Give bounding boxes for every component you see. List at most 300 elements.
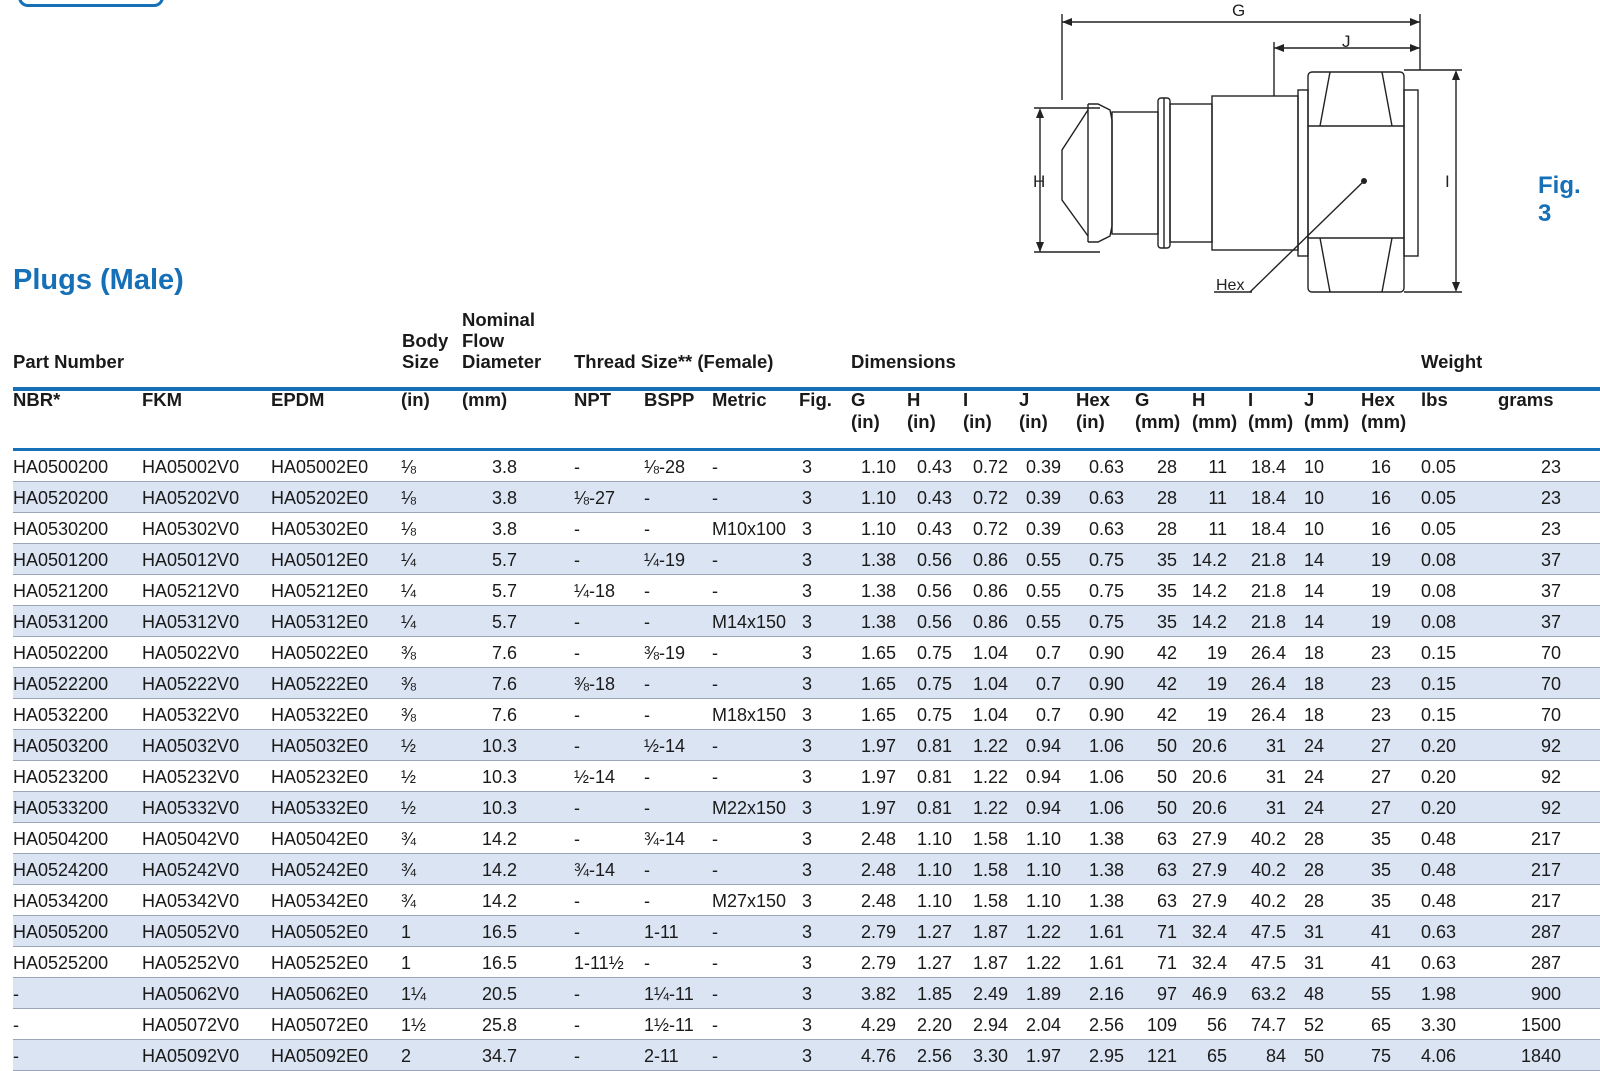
cell-flow: 3.8 (491, 457, 517, 477)
cell-fig: 3 (801, 953, 812, 973)
cell-metric: - (712, 767, 718, 787)
cell-npt: ⅛-27 (574, 488, 616, 508)
cell-i-mm: 74.7 (1250, 1015, 1286, 1035)
cell-metric: M22x150 (712, 798, 787, 818)
cell-grams: 217 (1530, 891, 1561, 911)
header-dimensions: Dimensions (851, 351, 956, 372)
cell-h-mm: 20.6 (1192, 736, 1228, 756)
column-header-label: G (851, 389, 866, 410)
cell-lbs: 0.05 (1421, 488, 1457, 508)
column-header-unit: (in) (1076, 411, 1105, 432)
cell-metric: M27x150 (712, 891, 787, 911)
cell-g-in: 1.38 (860, 581, 896, 601)
cell-j-in: 1.10 (1025, 860, 1061, 880)
cell-nbr: HA0530200 (13, 519, 109, 539)
cell-fkm: HA05242V0 (142, 860, 240, 880)
cell-fig: 3 (801, 798, 812, 818)
table-row (13, 668, 1600, 699)
cell-bspp: - (644, 488, 650, 508)
cell-npt: - (574, 612, 580, 632)
cell-fig: 3 (801, 612, 812, 632)
cell-npt: - (574, 891, 580, 911)
cell-hex-mm: 35 (1370, 829, 1391, 849)
cell-flow: 5.7 (491, 581, 517, 601)
cell-h-in: 1.10 (916, 891, 952, 911)
cell-hex-in: 1.38 (1088, 860, 1124, 880)
cell-grams: 23 (1540, 488, 1561, 508)
cell-g-in: 4.29 (860, 1015, 896, 1035)
cell-epdm: HA05062E0 (271, 984, 369, 1004)
cell-grams: 92 (1540, 736, 1561, 756)
cell-j-in: 1.89 (1025, 984, 1061, 1004)
column-header-label: Fig. (799, 389, 832, 410)
column-header-label: Metric (712, 389, 767, 410)
column-header-label: (mm) (462, 389, 508, 410)
cell-nbr: HA0520200 (13, 488, 109, 508)
cell-flow: 34.7 (481, 1046, 517, 1066)
column-header-label: Hex (1076, 389, 1110, 410)
cell-flow: 5.7 (491, 550, 517, 570)
cell-hex-mm: 16 (1370, 519, 1391, 539)
cell-fkm: HA05052V0 (142, 922, 240, 942)
column-header-grams (1498, 389, 1554, 411)
cell-g-mm: 50 (1156, 798, 1177, 818)
cell-fig: 3 (801, 643, 812, 663)
cell-fig: 3 (801, 860, 812, 880)
cell-bspp: - (644, 519, 650, 539)
cell-j-mm: 28 (1304, 860, 1325, 880)
cell-fkm: HA05322V0 (142, 705, 240, 725)
cell-i-in: 1.87 (972, 922, 1008, 942)
cell-i-in: 1.04 (972, 674, 1008, 694)
cell-h-in: 2.20 (916, 1015, 952, 1035)
cell-fkm: HA05062V0 (142, 984, 240, 1004)
cell-hex-in: 0.75 (1088, 581, 1124, 601)
cell-flow: 20.5 (481, 984, 517, 1004)
cell-epdm: HA05092E0 (271, 1046, 369, 1066)
cell-size: ¼ (401, 550, 417, 570)
cell-npt: - (574, 643, 580, 663)
cell-grams: 23 (1540, 519, 1561, 539)
cell-metric: - (712, 488, 718, 508)
cell-j-mm: 14 (1304, 581, 1325, 601)
cell-metric: - (712, 736, 718, 756)
cell-epdm: HA05232E0 (271, 767, 369, 787)
cell-size: 1¼ (401, 984, 427, 1004)
cell-flow: 14.2 (481, 829, 517, 849)
cell-grams: 70 (1540, 674, 1561, 694)
cell-h-in: 0.81 (916, 767, 952, 787)
cell-g-in: 2.48 (860, 860, 896, 880)
cell-j-mm: 24 (1304, 798, 1325, 818)
cell-metric: - (712, 860, 718, 880)
cell-hex-in: 0.90 (1088, 705, 1124, 725)
cell-g-in: 1.10 (860, 488, 896, 508)
cell-epdm: HA05312E0 (271, 612, 369, 632)
cell-g-mm: 42 (1156, 643, 1177, 663)
cell-grams: 900 (1530, 984, 1561, 1004)
cell-epdm: HA05222E0 (271, 674, 369, 694)
cell-lbs: 4.06 (1421, 1046, 1457, 1066)
cell-metric: - (712, 581, 718, 601)
cell-i-mm: 31 (1265, 767, 1286, 787)
cell-hex-in: 2.56 (1088, 1015, 1124, 1035)
cell-fig: 3 (801, 922, 812, 942)
cell-epdm: HA05022E0 (271, 643, 369, 663)
cell-hex-in: 0.75 (1088, 612, 1124, 632)
cell-i-mm: 40.2 (1250, 829, 1286, 849)
cell-j-in: 1.97 (1025, 1046, 1061, 1066)
table-row (13, 637, 1600, 668)
cell-g-mm: 97 (1156, 984, 1177, 1004)
cell-j-in: 0.94 (1025, 798, 1061, 818)
cell-lbs: 0.20 (1421, 798, 1457, 818)
cell-g-in: 1.97 (860, 798, 896, 818)
cell-nbr: HA0523200 (13, 767, 109, 787)
cell-npt: - (574, 519, 580, 539)
cell-g-in: 1.10 (860, 519, 896, 539)
cell-h-in: 0.81 (916, 736, 952, 756)
cell-i-in: 0.72 (972, 488, 1008, 508)
cell-i-mm: 26.4 (1250, 705, 1286, 725)
cell-grams: 92 (1540, 767, 1561, 787)
cell-h-mm: 27.9 (1192, 891, 1228, 911)
cell-size: ⅛ (401, 457, 417, 477)
column-header-epdm (271, 389, 324, 411)
cell-size: ¼ (401, 581, 417, 601)
top-edge-bracket (18, 0, 164, 7)
column-header-unit: (in) (1019, 411, 1048, 432)
cell-i-mm: 21.8 (1250, 612, 1286, 632)
cell-i-in: 1.22 (972, 798, 1008, 818)
cell-fig: 3 (801, 736, 812, 756)
cell-bspp: 1¼-11 (644, 984, 694, 1004)
cell-metric: - (712, 1015, 718, 1035)
column-header-unit: (mm) (1361, 411, 1407, 432)
cell-bspp: ⅛-28 (644, 457, 686, 477)
cell-hex-in: 0.63 (1088, 457, 1124, 477)
cell-h-in: 1.10 (916, 860, 952, 880)
cell-j-in: 0.55 (1025, 550, 1061, 570)
cell-j-mm: 28 (1304, 829, 1325, 849)
cell-j-mm: 18 (1304, 705, 1325, 725)
cell-bspp: - (644, 705, 650, 725)
cell-g-in: 2.48 (860, 891, 896, 911)
cell-i-in: 1.58 (972, 891, 1008, 911)
cell-grams: 1840 (1520, 1046, 1561, 1066)
cell-metric: M10x100 (712, 519, 787, 539)
cell-i-in: 1.87 (972, 953, 1008, 973)
cell-hex-mm: 55 (1370, 984, 1391, 1004)
cell-i-in: 0.86 (972, 550, 1008, 570)
cell-h-mm: 11 (1208, 488, 1227, 508)
cell-hex-mm: 35 (1370, 891, 1391, 911)
cell-lbs: 3.30 (1421, 1015, 1457, 1035)
cell-g-mm: 28 (1156, 488, 1177, 508)
cell-j-mm: 10 (1304, 519, 1325, 539)
column-header-h-in (907, 389, 936, 433)
cell-fkm: HA05222V0 (142, 674, 240, 694)
cell-fig: 3 (801, 984, 812, 1004)
cell-hex-mm: 41 (1370, 922, 1391, 942)
cell-i-mm: 31 (1265, 736, 1286, 756)
column-header-unit: (in) (851, 411, 880, 432)
cell-fig: 3 (801, 705, 812, 725)
cell-h-in: 0.56 (916, 581, 952, 601)
cell-hex-mm: 35 (1370, 860, 1391, 880)
cell-j-in: 0.39 (1025, 519, 1061, 539)
cell-epdm: HA05242E0 (271, 860, 369, 880)
cell-npt: ¼-18 (574, 581, 616, 601)
cell-size: ⅛ (401, 519, 417, 539)
cell-g-mm: 35 (1156, 612, 1177, 632)
cell-fkm: HA05202V0 (142, 488, 240, 508)
column-header-size (401, 389, 430, 411)
cell-h-mm: 19 (1206, 674, 1227, 694)
cell-fig: 3 (801, 674, 812, 694)
cell-size: 2 (401, 1046, 412, 1066)
cell-size: ⅜ (401, 705, 417, 725)
cell-metric: M14x150 (712, 612, 787, 632)
cell-bspp: - (644, 767, 650, 787)
cell-bspp: - (644, 581, 650, 601)
cell-epdm: HA05342E0 (271, 891, 369, 911)
cell-g-mm: 42 (1156, 674, 1177, 694)
cell-hex-mm: 19 (1370, 612, 1391, 632)
cell-i-in: 1.58 (972, 829, 1008, 849)
cell-h-mm: 32.4 (1192, 922, 1228, 942)
cell-fig: 3 (801, 767, 812, 787)
cell-lbs: 0.15 (1421, 674, 1457, 694)
cell-lbs: 0.20 (1421, 736, 1457, 756)
cell-i-mm: 18.4 (1250, 457, 1286, 477)
cell-nbr: HA0534200 (13, 891, 109, 911)
cell-size: ½ (401, 736, 417, 756)
cell-i-mm: 84 (1265, 1046, 1286, 1066)
cell-g-in: 1.65 (860, 643, 896, 663)
cell-bspp: ¾-14 (644, 829, 686, 849)
cell-h-in: 0.75 (916, 674, 952, 694)
cell-g-mm: 28 (1156, 519, 1177, 539)
column-header-unit: (mm) (1135, 411, 1181, 432)
header-nominal-1: Nominal (462, 309, 535, 330)
cell-h-in: 0.43 (916, 488, 952, 508)
cell-npt: - (574, 984, 580, 1004)
cell-g-mm: 35 (1156, 550, 1177, 570)
cell-bspp: - (644, 798, 650, 818)
cell-bspp: - (644, 674, 650, 694)
cell-i-in: 1.04 (972, 643, 1008, 663)
column-header-label: I (963, 389, 969, 410)
cell-i-mm: 21.8 (1250, 550, 1286, 570)
column-header-i-in (963, 389, 992, 433)
cell-hex-mm: 19 (1370, 550, 1391, 570)
header-nominal-3: Diameter (462, 351, 542, 372)
cell-i-mm: 40.2 (1250, 860, 1286, 880)
cell-hex-in: 1.38 (1088, 891, 1124, 911)
cell-grams: 70 (1540, 705, 1561, 725)
cell-i-mm: 40.2 (1250, 891, 1286, 911)
cell-hex-in: 1.06 (1088, 736, 1124, 756)
cell-g-in: 1.97 (860, 736, 896, 756)
table-row (13, 1040, 1600, 1071)
cell-size: ½ (401, 798, 417, 818)
cell-epdm: HA05072E0 (271, 1015, 369, 1035)
cell-flow: 7.6 (491, 705, 517, 725)
cell-grams: 70 (1540, 643, 1561, 663)
cell-h-mm: 56 (1206, 1015, 1227, 1035)
cell-npt: ⅜-18 (574, 674, 616, 694)
column-header-unit: (mm) (1248, 411, 1294, 432)
column-header-hex-mm (1361, 389, 1406, 433)
table-row (13, 823, 1600, 854)
cell-g-in: 2.79 (860, 922, 896, 942)
cell-h-mm: 27.9 (1192, 860, 1228, 880)
cell-fkm: HA05042V0 (142, 829, 240, 849)
column-header-bspp (644, 389, 694, 411)
cell-bspp: 1½-11 (644, 1015, 694, 1035)
cell-lbs: 1.98 (1421, 984, 1457, 1004)
cell-h-mm: 11 (1208, 519, 1227, 539)
cell-metric: - (712, 1046, 718, 1066)
cell-lbs: 0.15 (1421, 705, 1457, 725)
cell-size: ¾ (401, 891, 417, 911)
cell-fig: 3 (801, 488, 812, 508)
cell-fkm: HA05032V0 (142, 736, 240, 756)
cell-metric: - (712, 922, 718, 942)
table-row (13, 916, 1600, 947)
header-thread-size: Thread Size** (Female) (574, 351, 774, 372)
column-header-fkm (142, 389, 182, 411)
cell-epdm: HA05202E0 (271, 488, 369, 508)
cell-h-mm: 20.6 (1192, 798, 1228, 818)
cell-size: 1½ (401, 1015, 427, 1035)
cell-i-in: 2.49 (972, 984, 1008, 1004)
cell-h-in: 0.43 (916, 457, 952, 477)
cell-j-mm: 24 (1304, 736, 1325, 756)
cell-grams: 287 (1530, 953, 1561, 973)
cell-h-in: 0.75 (916, 643, 952, 663)
cell-metric: - (712, 674, 718, 694)
plugs-table (13, 451, 1600, 1071)
column-header-unit: (mm) (1304, 411, 1350, 432)
cell-i-mm: 63.2 (1250, 984, 1286, 1004)
cell-grams: 92 (1540, 798, 1561, 818)
cell-lbs: 0.48 (1421, 891, 1457, 911)
cell-hex-in: 1.38 (1088, 829, 1124, 849)
cell-epdm: HA05052E0 (271, 922, 369, 942)
cell-i-mm: 47.5 (1250, 953, 1286, 973)
table-row (13, 730, 1600, 761)
cell-hex-in: 0.63 (1088, 519, 1124, 539)
cell-hex-in: 2.95 (1088, 1046, 1124, 1066)
cell-flow: 3.8 (491, 519, 517, 539)
column-header-label: G (1135, 389, 1150, 410)
cell-hex-in: 0.90 (1088, 643, 1124, 663)
cell-fkm: HA05302V0 (142, 519, 240, 539)
cell-metric: - (712, 953, 718, 973)
cell-j-mm: 31 (1304, 922, 1325, 942)
cell-lbs: 0.63 (1421, 953, 1457, 973)
cell-j-in: 0.94 (1025, 736, 1061, 756)
dim-j-label: J (1342, 32, 1351, 51)
cell-metric: - (712, 829, 718, 849)
cell-flow: 14.2 (481, 891, 517, 911)
table-row (13, 699, 1600, 730)
cell-lbs: 0.20 (1421, 767, 1457, 787)
cell-hex-mm: 27 (1370, 798, 1391, 818)
cell-epdm: HA05302E0 (271, 519, 369, 539)
cell-npt: - (574, 457, 580, 477)
column-header-j-in (1019, 389, 1048, 433)
hex-label: Hex (1216, 277, 1245, 294)
cell-h-mm: 14.2 (1192, 612, 1228, 632)
cell-i-in: 1.22 (972, 767, 1008, 787)
cell-hex-mm: 23 (1370, 674, 1391, 694)
column-header-j-mm (1304, 389, 1349, 433)
cell-fig: 3 (801, 1046, 812, 1066)
table-row (13, 947, 1600, 978)
cell-h-in: 1.27 (916, 922, 952, 942)
cell-epdm: HA05332E0 (271, 798, 369, 818)
cell-grams: 37 (1540, 581, 1561, 601)
cell-fkm: HA05092V0 (142, 1046, 240, 1066)
column-header-i-mm (1248, 389, 1293, 433)
cell-j-mm: 18 (1304, 674, 1325, 694)
table-row (13, 575, 1600, 606)
cell-i-mm: 21.8 (1250, 581, 1286, 601)
cell-size: ½ (401, 767, 417, 787)
cell-i-in: 3.30 (972, 1046, 1008, 1066)
cell-hex-mm: 27 (1370, 767, 1391, 787)
cell-i-mm: 26.4 (1250, 643, 1286, 663)
cell-hex-mm: 27 (1370, 736, 1391, 756)
cell-h-mm: 27.9 (1192, 829, 1228, 849)
cell-nbr: HA0524200 (13, 860, 109, 880)
column-header-unit: (in) (907, 411, 936, 432)
cell-j-mm: 50 (1304, 1046, 1325, 1066)
cell-j-mm: 24 (1304, 767, 1325, 787)
cell-fig: 3 (801, 1015, 812, 1035)
cell-hex-in: 1.61 (1088, 953, 1124, 973)
cell-g-in: 2.48 (860, 829, 896, 849)
cell-j-mm: 18 (1304, 643, 1325, 663)
cell-lbs: 0.63 (1421, 922, 1457, 942)
cell-fig: 3 (801, 519, 812, 539)
cell-npt: - (574, 1046, 580, 1066)
cell-h-mm: 11 (1208, 457, 1227, 477)
cell-nbr: HA0504200 (13, 829, 109, 849)
cell-grams: 23 (1540, 457, 1561, 477)
cell-grams: 37 (1540, 612, 1561, 632)
column-header-g-mm (1135, 389, 1180, 433)
table-row (13, 482, 1600, 513)
cell-fkm: HA05022V0 (142, 643, 240, 663)
cell-fkm: HA05252V0 (142, 953, 240, 973)
cell-g-in: 3.82 (860, 984, 896, 1004)
cell-nbr: HA0525200 (13, 953, 109, 973)
column-header-label: H (907, 389, 921, 410)
cell-npt: - (574, 922, 580, 942)
column-header-label: Hex (1361, 389, 1395, 410)
cell-size: 1 (401, 953, 412, 973)
cell-flow: 16.5 (481, 922, 517, 942)
table-row (13, 1009, 1600, 1040)
cell-size: ⅜ (401, 643, 417, 663)
dim-i-label: I (1445, 172, 1450, 191)
cell-g-mm: 35 (1156, 581, 1177, 601)
cell-g-mm: 63 (1156, 891, 1177, 911)
